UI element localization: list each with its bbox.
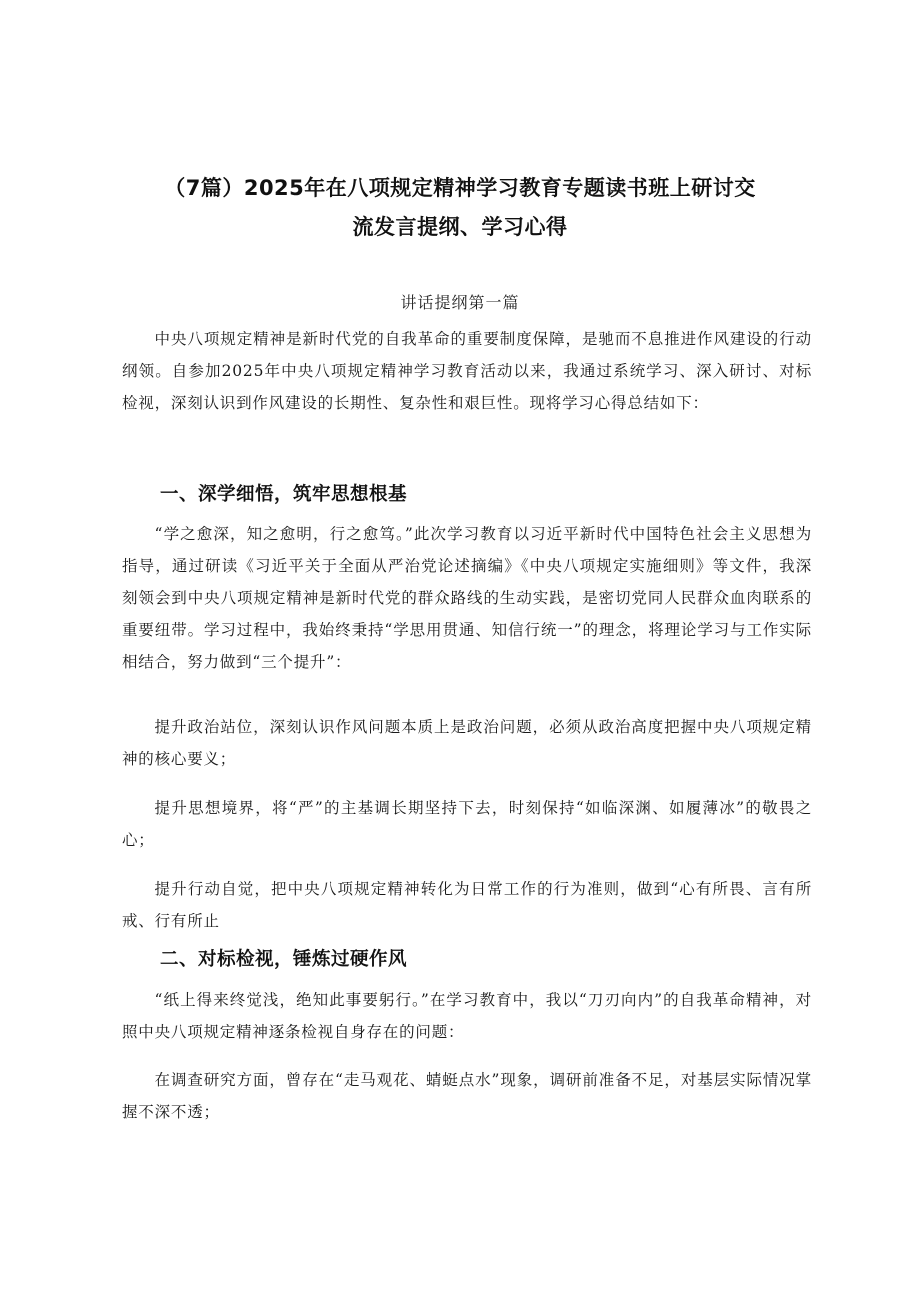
document-title-line-1: （7篇）2025年在八项规定精神学习教育专题读书班上研讨交: [164, 176, 756, 200]
section-2-paragraph-2: 在调查研究方面，曾存在“走马观花、蜻蜓点水”现象，调研前准备不足，对基层实际情况掌握不深不透；: [122, 1071, 812, 1121]
section-subtitle: 讲话提纲第一篇: [400, 293, 520, 312]
section-1-paragraph-2: 提升政治站位，深刻认识作风问题本质上是政治问题，必须从政治高度把握中央八项规定精神的核心要义；: [122, 718, 812, 768]
section-1-paragraph-1: “学之愈深，知之愈明，行之愈笃。”此次学习教育以习近平新时代中国特色社会主义思想为指导，通过研读《习近平关于全面从严治党论述摘编》《中央八项规定实施细则》等文件，我深刻领会到中央八项规定精神是新时代党的群众路线的生动实践，是密切党同人民群众血肉联系的重要纽带。学习过程中，我始终秉持“学思用贯通、知信行统一”的理念，将理论学习与工作实际相结合，努力做到“三个提升”：: [122, 525, 812, 671]
section-2-heading: 二、对标检视，锤炼过硬作风: [160, 949, 408, 970]
section-1-paragraph-4: 提升行动自觉，把中央八项规定精神转化为日常工作的行为准则，做到“心有所畏、言有所戒、行有所止: [122, 880, 812, 930]
section-1-heading: 一、深学细悟，筑牢思想根基: [160, 484, 408, 505]
document-title-line-2: 流发言提纲、学习心得: [352, 215, 568, 239]
intro-paragraph: 中央八项规定精神是新时代党的自我革命的重要制度保障，是驰而不息推进作风建设的行动纲领。自参加2025年中央八项规定精神学习教育活动以来，我通过系统学习、深入研讨、对标检视，深刻认识到作风建设的长期性、复杂性和艰巨性。现将学习心得总结如下：: [122, 330, 812, 412]
section-1-paragraph-3: 提升思想境界，将“严”的主基调长期坚持下去，时刻保持“如临深渊、如履薄冰”的敬畏之心；: [122, 799, 812, 849]
section-2-paragraph-1: “纸上得来终觉浅，绝知此事要躬行。”在学习教育中，我以“刀刃向内”的自我革命精神，对照中央八项规定精神逐条检视自身存在的问题：: [122, 991, 812, 1041]
